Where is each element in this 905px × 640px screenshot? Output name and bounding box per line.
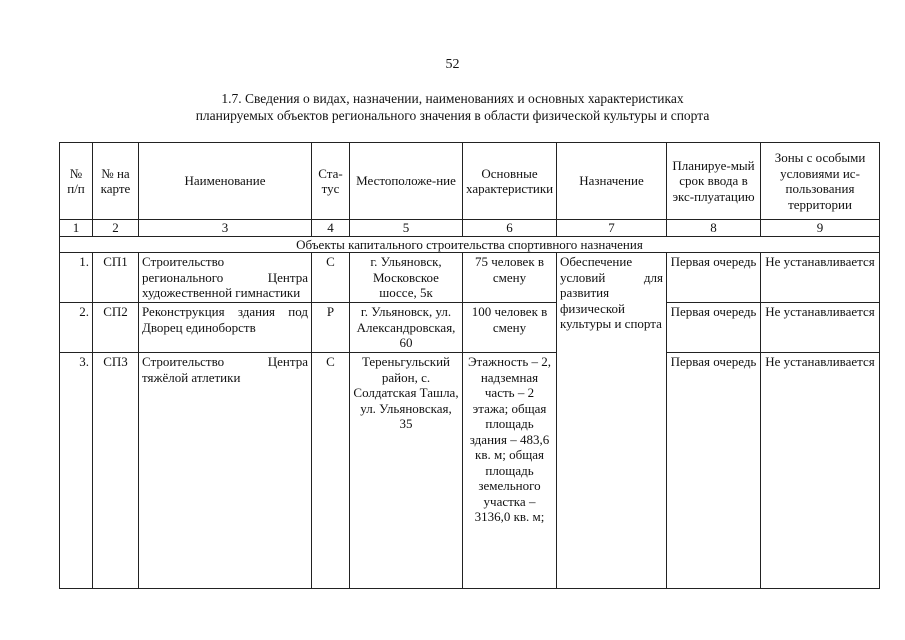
title-line-2: планируемых объектов регионального значения в области физической культуры и спорта [195, 108, 710, 123]
header-num: № п/п [60, 143, 93, 220]
table-row [60, 303, 880, 353]
header-map: № на карте [93, 143, 139, 220]
header-characteristics: Основные характеристики [463, 143, 557, 220]
object-status: С [312, 253, 350, 303]
map-code: СП2 [93, 303, 139, 353]
column-number: 5 [350, 220, 463, 237]
column-number: 7 [557, 220, 667, 237]
column-number: 3 [139, 220, 312, 237]
object-location: Тереньгульский район, с. Солдатская Ташла, ул. Ульяновская, 35 [350, 353, 463, 589]
commissioning-term: Первая очередь [667, 303, 761, 353]
table-row [60, 253, 880, 303]
column-number: 1 [60, 220, 93, 237]
column-numbers-row [60, 220, 880, 237]
map-code: СП1 [93, 253, 139, 303]
header-term: Планируе-мый срок ввода в экс-плуатацию [667, 143, 761, 220]
header-zones: Зоны с особыми условиями ис-пользования территории [761, 143, 880, 220]
title-line-1: 1.7. Сведения о видах, назначении, наименованиях и основных характеристиках [221, 91, 684, 106]
header-status: Ста-тус [312, 143, 350, 220]
commissioning-term: Первая очередь [667, 253, 761, 303]
column-number: 6 [463, 220, 557, 237]
header-location: Местоположе-ние [350, 143, 463, 220]
object-status: С [312, 353, 350, 589]
row-number: 1. [60, 253, 93, 303]
object-status: Р [312, 303, 350, 353]
row-number: 3. [60, 353, 93, 589]
page-number: 52 [445, 57, 460, 72]
header-name: Наименование [139, 143, 312, 220]
objects-table [59, 142, 880, 589]
object-name: Реконструкция здания под Дворец единоборств [139, 303, 312, 353]
table-row [60, 353, 880, 589]
commissioning-term: Первая очередь [667, 353, 761, 589]
special-zones: Не устанавливается [761, 253, 880, 303]
object-location: г. Ульяновск, ул. Александровская, 60 [350, 303, 463, 353]
column-number: 4 [312, 220, 350, 237]
object-name: Строительство Центра тяжёлой атлетики [139, 353, 312, 589]
map-code: СП3 [93, 353, 139, 589]
header-row [60, 143, 880, 220]
object-purpose: Обеспечение условий для развития физической культуры и спорта [557, 253, 667, 589]
object-location: г. Ульяновск, Московское шоссе, 5к [350, 253, 463, 303]
section-row [60, 236, 880, 253]
object-characteristics: 100 человек в смену [463, 303, 557, 353]
special-zones: Не устанавливается [761, 303, 880, 353]
object-characteristics: 75 человек в смену [463, 253, 557, 303]
column-number: 9 [761, 220, 880, 237]
section-title: Объекты капитального строительства спортивного назначения [60, 236, 880, 253]
page-title [100, 90, 805, 124]
object-name: Строительство регионального Центра художественной гимнастики [139, 253, 312, 303]
special-zones: Не устанавливается [761, 353, 880, 589]
object-characteristics: Этажность – 2, надземная часть – 2 этажа; общая площадь здания – 483,6 кв. м; общая площадь земельного участка – 3136,0 кв. м; [463, 353, 557, 589]
row-number: 2. [60, 303, 93, 353]
column-number: 8 [667, 220, 761, 237]
header-purpose: Назначение [557, 143, 667, 220]
column-number: 2 [93, 220, 139, 237]
